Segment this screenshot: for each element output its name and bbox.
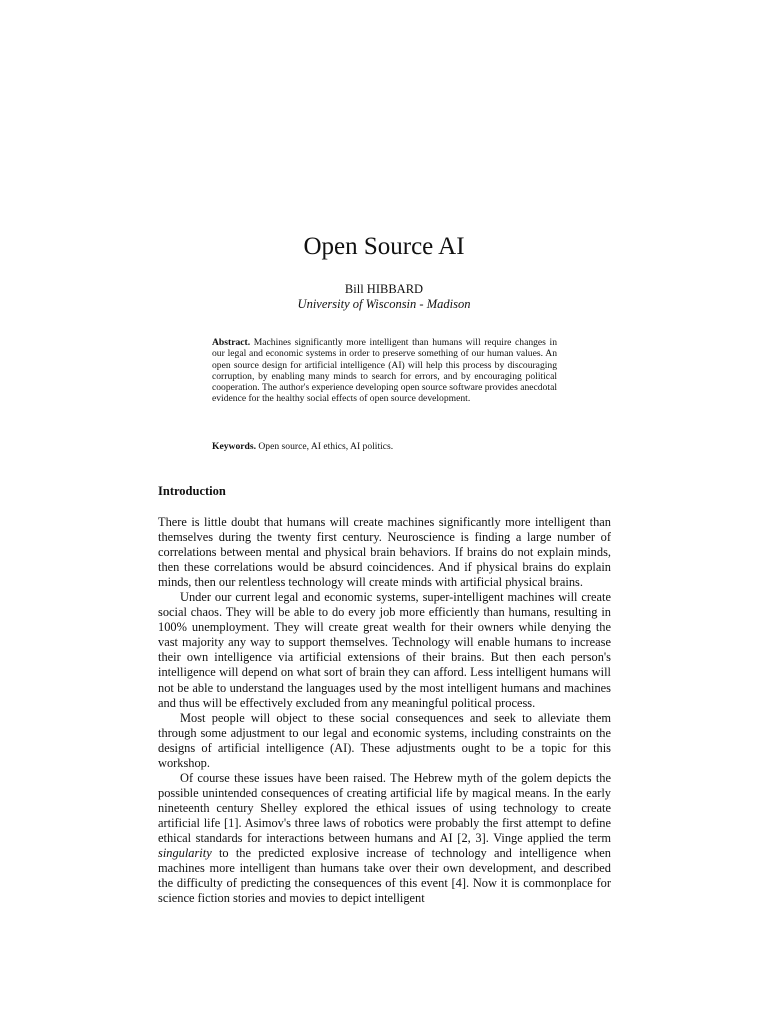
paragraph-2: Under our current legal and economic systems, super-intelligent machines will create social chaos. They will be able to do every job more efficiently than humans, resulting in 100% unemployment. They will create great wealth for their owners while denying the vast majority any way to support themselves. Technology will enable humans to increase their own intelligence via artificial extensions of their brains. But then each person's intelligence will depend on what sort of brain they can afford. Less intelligent humans will not be able to understand the languages used by the most intelligent humans and machines and thus will be effectively excluded from any meaningful political process. (158, 590, 611, 710)
paper-title: Open Source AI (303, 233, 465, 260)
paragraph-4-part-b: to the predicted explosive increase of technology and intelligence when machines more intelligent than humans take over their own development, and described the difficulty of predicting the consequences of this event [4]. Now it is commonplace for science fiction stories and movies to depict intelligent (158, 846, 611, 906)
author-affiliation: University of Wisconsin - Madison (297, 297, 471, 311)
paragraph-4 (158, 771, 611, 906)
body-text (158, 515, 611, 906)
keywords-label: Keywords. (212, 441, 256, 452)
abstract-label: Abstract. (212, 337, 251, 348)
section-heading: Introduction (158, 484, 226, 498)
singularity-term: singularity (158, 846, 212, 861)
paragraph-3: Most people will object to these social consequences and seek to alleviate them through some adjustment to our legal and economic systems, including constraints on the designs of artificial intelligence (AI). These adjustments ought to be a topic for this workshop. (158, 710, 611, 770)
keywords-text: Open source, AI ethics, AI politics. (255, 441, 394, 452)
paragraph-4-part-a: Of course these issues have been raised. The Hebrew myth of the golem depicts the possible unintended consequences of creating artificial life by magical means. In the early nineteenth century Shelley explored the ethical issues of using technology to create artificial life [1]. Asimov's three laws of robotics were probably the first attempt to define ethical standards for interactions between humans and AI [2, 3]. Vinge applied the term (158, 770, 611, 845)
abstract-text: Machines significantly more intelligent than humans will require changes in our legal and economic systems in order to preserve something of our human values. An open source design for artificial intelligence (AI) will help this process by discouraging corruption, by enabling many minds to search for errors, and by encouraging political cooperation. The author's experience developing open source software provides anecdotal evidence for the healthy social effects of open source development. (212, 337, 557, 405)
author-name: Bill HIBBARD (344, 282, 424, 296)
paragraph-1: There is little doubt that humans will create machines significantly more intelligent than themselves during the twenty first century. Neuroscience is finding a large number of correlations between mental and physical brain behaviors. If brains do not explain minds, then these correlations would be absurd coincidences. And if physical brains do explain minds, then our relentless technology will create minds with artificial physical brains. (158, 515, 611, 590)
abstract (212, 337, 557, 405)
keywords (212, 441, 557, 453)
